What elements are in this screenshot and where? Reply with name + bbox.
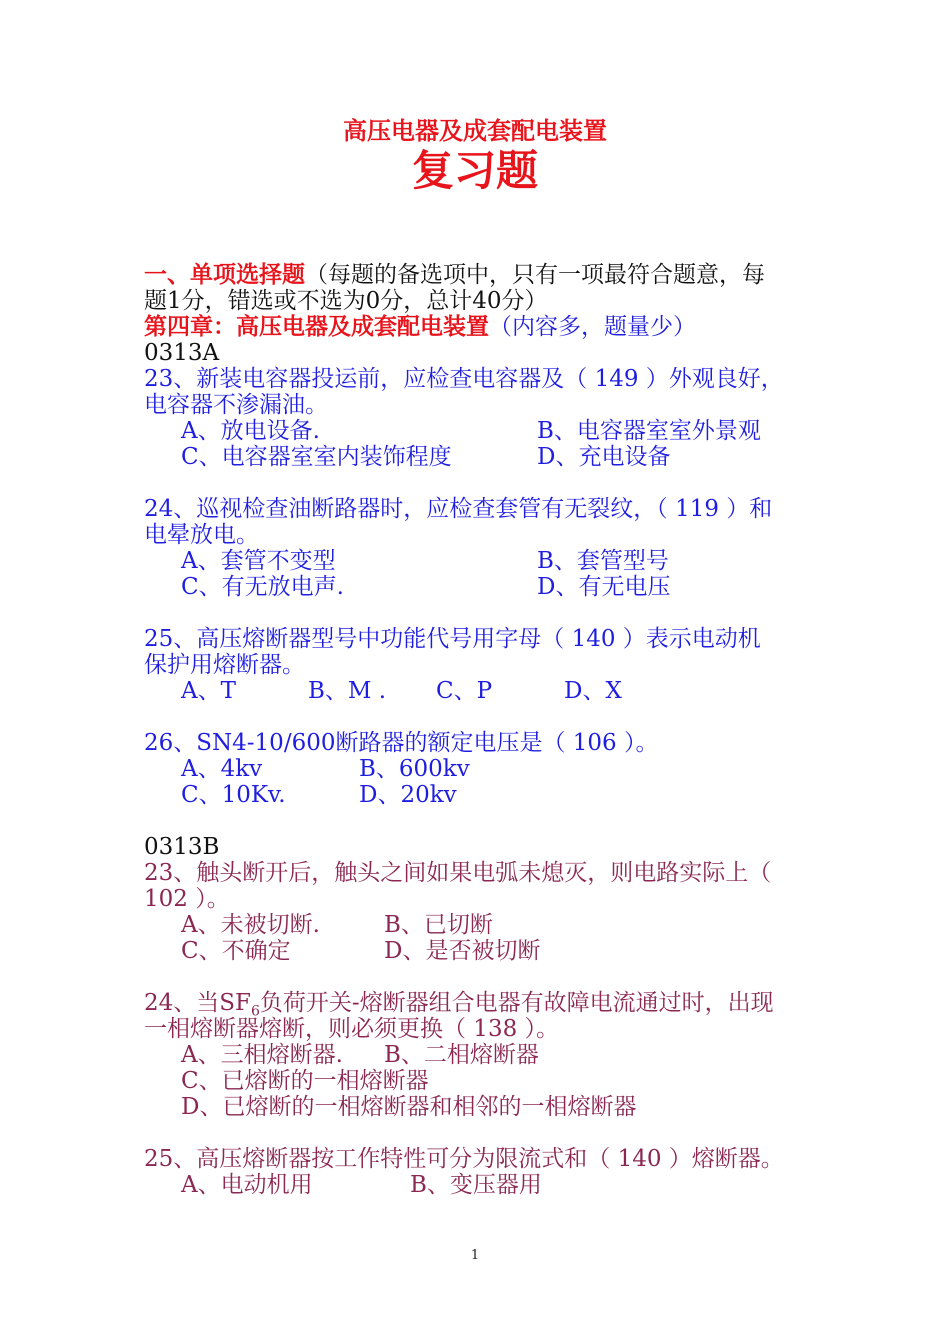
question-a24-line1: 24、巡视检查油断路器时，应检查套管有无裂纹，（ 119 ）和 [144,496,773,522]
question-a26-line1: 26、SN4-10/600断路器的额定电压是（ 106 ）。 [144,730,659,756]
document-subtitle: 复习题 [411,146,538,195]
option-c: C、P [436,678,493,704]
document-title: 高压电器及成套配电装置 [343,116,607,145]
question-a23-line1: 23、新装电容器投运前，应检查电容器及（ 149 ）外观良好， [144,366,784,392]
question-a23-line2: 电容器不渗漏油。 [144,392,328,418]
question-b25-line1: 25、高压熔断器按工作特性可分为限流式和（ 140 ）熔断器。 [144,1146,784,1172]
option-b: B、电容器室室外景观 [537,418,761,444]
question-b24-options-ab [144,1042,824,1068]
option-a: A、未被切断. [181,912,320,938]
option-a: A、放电设备. [181,418,320,444]
question-a25-line1: 25、高压熔断器型号中功能代号用字母（ 140 ）表示电动机 [144,626,761,652]
option-a: A、套管不变型 [181,548,336,574]
page-number: 1 [470,1248,480,1263]
question-b23-options-ab [144,912,824,938]
option-c: C、10Kv. [181,782,286,808]
option-d: D、X [564,678,622,704]
option-c: C、有无放电声. [181,574,344,600]
section-heading: 一、单项选择题 [144,261,305,288]
section-note-line2: 题1分，错选或不选为0分，总计40分） [144,288,548,314]
option-b: B、已切断 [384,912,493,938]
question-a24-line2: 电晕放电。 [144,522,259,548]
question-a23-options-cd [144,444,824,470]
question-b24-subscript: 6 [250,1003,260,1020]
chapter-note: （内容多，题量少） [489,314,696,340]
option-c: C、电容器室室内装饰程度 [181,444,452,470]
question-a26-options-ab [144,756,824,782]
question-b24-line1 [144,990,824,1020]
option-b: B、套管型号 [537,548,669,574]
question-b23-line2: 102 ）。 [144,886,230,912]
question-a26-options-cd [144,782,824,808]
option-a: A、T [181,678,236,704]
option-b: B、二相熔断器 [384,1042,539,1068]
question-b23-options-cd [144,938,824,964]
set-a-label: 0313A [144,340,220,366]
option-d: D、充电设备 [537,444,671,470]
option-d: D、20kv [359,782,457,808]
option-c: C、不确定 [181,938,291,964]
question-a24-options-ab [144,548,824,574]
question-b24-text: 负荷开关-熔断器组合电器有故障电流通过时，出现 [259,990,774,1016]
set-b-label: 0313B [144,834,220,860]
option-a: A、电动机用 [181,1172,313,1198]
option-d: D、已熔断的一相熔断器和相邻的一相熔断器 [181,1094,637,1120]
option-c: C、已熔断的一相熔断器 [181,1068,429,1094]
section-heading-line [144,262,824,288]
option-b: B、M . [308,678,387,704]
option-a: A、三相熔断器. [181,1042,343,1068]
section-note: （每题的备选项中，只有一项最符合题意，每 [305,262,765,288]
question-a23-options-ab [144,418,824,444]
question-b23-line1: 23、触头断开后，触头之间如果电弧未熄灭，则电路实际上（ [144,860,772,886]
question-a24-options-cd [144,574,824,600]
option-a: A、4kv [181,756,263,782]
chapter-heading [144,314,824,340]
question-a25-line2: 保护用熔断器。 [144,652,305,678]
option-b: B、600kv [359,756,470,782]
chapter-title: 第四章：高压电器及成套配电装置 [144,313,489,340]
option-d: D、有无电压 [537,574,671,600]
option-b: B、变压器用 [410,1172,542,1198]
question-b24-line2: 一相熔断器熔断，则必须更换（ 138 ）。 [144,1016,560,1042]
option-d: D、是否被切断 [384,938,541,964]
document-body [144,262,824,1198]
question-a25-options [144,678,824,704]
question-b25-options-ab [144,1172,824,1198]
question-b24-prefix: 24、当SF [144,990,251,1016]
